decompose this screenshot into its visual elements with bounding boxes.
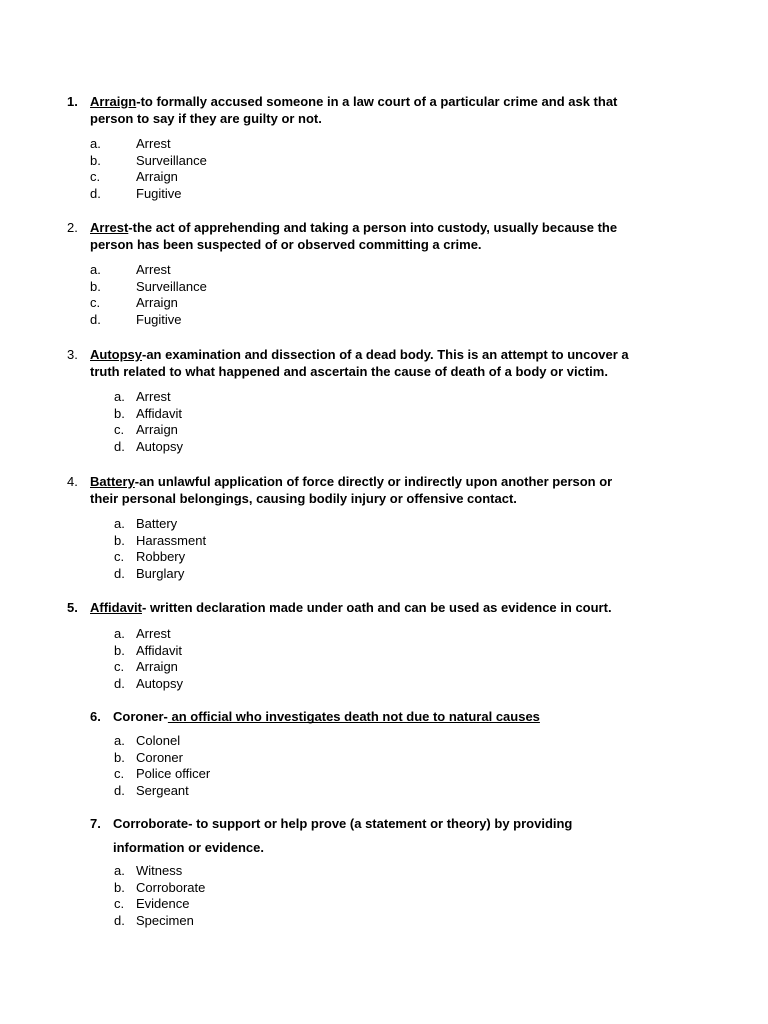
question-4: 4. Battery-an unlawful application of force directly or indirectly upon another person or their personal belongings, causing bodily injury or offensive contact. a. Battery b. Harassment c. Robbery d. Burglary [67,474,613,581]
question-text [113,815,572,832]
question-1: 1. Arraign-to formally accused someone in a law court of a particular crime and ask that person to say if they are guilty or not. a. Arrest b. Surveillance c. Arraign d. Fugitive [0,93,768,127]
question-number: 3. [67,347,78,362]
question-text [90,219,617,236]
term: Arrest [90,220,129,235]
question-text [90,599,612,616]
definition-continued: truth related to what happened and ascertain the cause of death of a body or victim. [90,364,608,379]
term: Coroner- [113,709,168,724]
term: Battery [90,474,135,489]
question-6: 6. Coroner- an official who investigates death not due to natural causes a. Colonel b. Coroner c. Police officer d. Sergeant [90,709,540,798]
term: Autopsy [90,347,142,362]
question-text [90,93,617,110]
question-number: 1. [67,94,78,109]
question-5: 5. Affidavit- written declaration made under oath and can be used as evidence in court. a. Arrest b. Affidavit c. Arraign d. Autopsy [67,600,612,691]
question-number: 7. [90,816,101,831]
definition: - written declaration made under oath and can be used as evidence in court. [142,600,612,615]
term: Affidavit [90,600,142,615]
definition: - to support or help prove (a statement or theory) by providing [188,816,573,831]
question-number: 2. [67,220,78,235]
question-text [90,346,629,363]
question-3: 3. Autopsy-an examination and dissection of a dead body. This is an attempt to uncover a truth related to what happened and ascertain the cause of death of a body or victim. a. Arrest b. Affidavit c. Arraign d. Autopsy [67,347,629,454]
definition-continued: information or evidence. [113,840,264,855]
question-1-line-1 [0,93,768,110]
question-text [90,473,612,490]
definition: -to formally accused someone in a law court of a particular crime and ask that [136,94,618,109]
question-number: 5. [67,600,78,615]
question-2: 2. Arrest-the act of apprehending and taking a person into custody, usually because the person has been suspected of or observed committing a crime. a. Arrest b. Surveillance c. Arraign d. Fugitive [67,220,618,327]
question-1-line-2 [0,110,768,127]
question-number: 4. [67,474,78,489]
definition: -an unlawful application of force directly or indirectly upon another person or [134,474,613,489]
term: Corroborate [113,816,189,831]
question-number: 6. [90,709,101,724]
question-text [113,708,540,725]
definition-continued: person has been suspected of or observed committing a crime. [90,237,482,252]
definition-continued: person to say if they are guilty or not. [90,111,322,126]
definition: -the act of apprehending and taking a person into custody, usually because the [128,220,618,235]
term: Arraign [90,94,137,109]
definition: -an examination and dissection of a dead body. This is an attempt to uncover a [142,347,629,362]
definition: an official who investigates death not due to natural causes [167,709,540,724]
definition-continued: their personal belongings, causing bodily injury or offensive contact. [90,491,517,506]
question-7: 7. Corroborate- to support or help prove (a statement or theory) by providing information or evidence. a. Witness b. Corroborate c. Evidence d. Specimen [90,816,573,928]
